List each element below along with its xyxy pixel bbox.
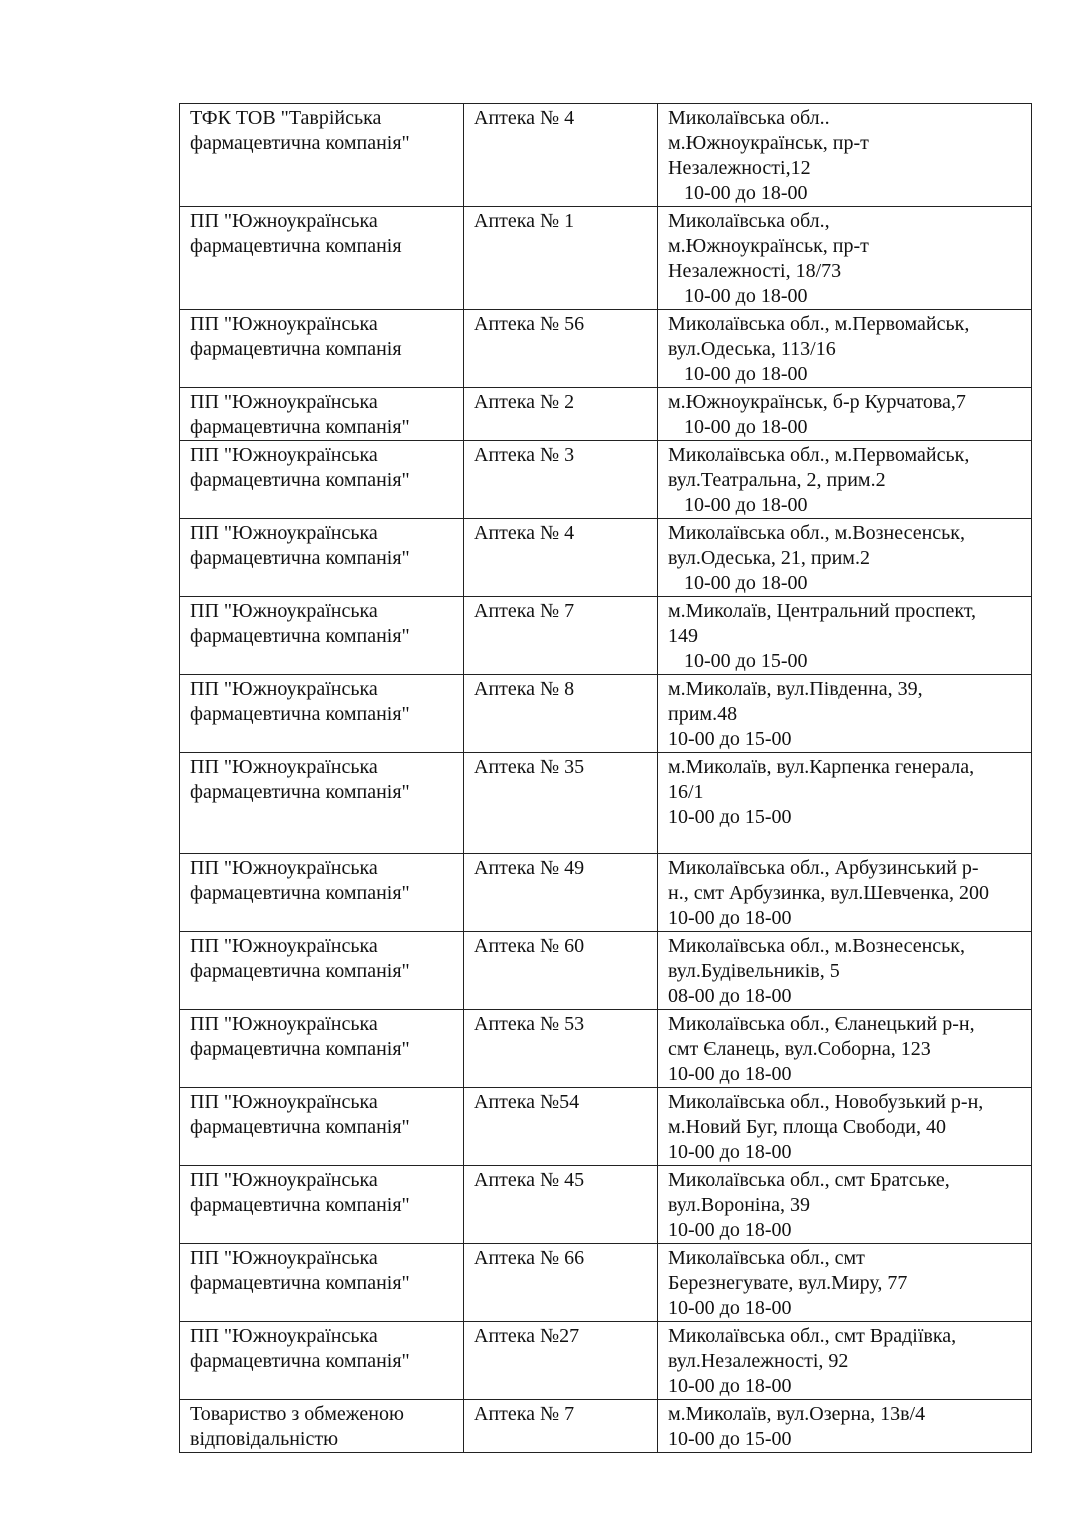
address-line: Миколаївська обл., м.Вознесенськ, xyxy=(668,935,966,957)
company-name-line: фармацевтична компанія" xyxy=(190,132,410,154)
table-row xyxy=(180,932,1032,1010)
pharmacy-number: Аптека № 7 xyxy=(474,1403,575,1425)
address-line: Миколаївська обл., Арбузинський р- xyxy=(668,857,979,879)
table-row xyxy=(180,1088,1032,1166)
address-cell xyxy=(658,932,1032,1010)
pharmacy-number: Аптека № 8 xyxy=(474,678,575,700)
opening-hours: 10-00 до 18-00 xyxy=(668,1219,792,1241)
opening-hours: 10-00 до 18-00 xyxy=(684,182,808,204)
pharmacy-number: Аптека № 2 xyxy=(474,391,575,413)
opening-hours: 10-00 до 18-00 xyxy=(668,1297,792,1319)
company-cell xyxy=(180,1010,464,1088)
address-cell xyxy=(658,207,1032,310)
pharmacy-table-body xyxy=(180,104,1032,1453)
company-cell xyxy=(180,854,464,932)
pharmacy-cell xyxy=(464,854,658,932)
address-cell xyxy=(658,675,1032,753)
company-name-line: ПП "Южноукраїнська xyxy=(190,1325,378,1347)
pharmacy-number: Аптека № 45 xyxy=(474,1169,585,1191)
opening-hours: 10-00 до 15-00 xyxy=(668,806,792,828)
company-cell xyxy=(180,1166,464,1244)
company-name-line: ПП "Южноукраїнська xyxy=(190,1013,378,1035)
company-cell xyxy=(180,753,464,854)
table-row xyxy=(180,441,1032,519)
table-row xyxy=(180,753,1032,854)
company-name-line: фармацевтична компанія" xyxy=(190,469,410,491)
company-name-line: ПП "Южноукраїнська xyxy=(190,1091,378,1113)
table-row xyxy=(180,597,1032,675)
company-name-line: фармацевтична компанія" xyxy=(190,1038,410,1060)
company-name-line: ПП "Южноукраїнська xyxy=(190,444,378,466)
company-cell xyxy=(180,932,464,1010)
address-cell xyxy=(658,1322,1032,1400)
pharmacy-cell xyxy=(464,207,658,310)
pharmacy-number: Аптека № 1 xyxy=(474,210,575,232)
pharmacy-cell xyxy=(464,1088,658,1166)
address-line: вул.Вороніна, 39 xyxy=(668,1194,811,1216)
pharmacy-cell xyxy=(464,388,658,441)
pharmacy-number: Аптека № 3 xyxy=(474,444,575,466)
table-row xyxy=(180,1010,1032,1088)
company-name-line: Товариство з обмеженою xyxy=(190,1403,404,1425)
address-cell xyxy=(658,519,1032,597)
opening-hours: 10-00 до 18-00 xyxy=(684,572,808,594)
address-cell xyxy=(658,1088,1032,1166)
address-line: 16/1 xyxy=(668,781,704,803)
pharmacy-number: Аптека № 35 xyxy=(474,756,585,778)
pharmacy-cell xyxy=(464,1322,658,1400)
address-line: м.Миколаїв, вул.Озерна, 13в/4 xyxy=(668,1403,926,1425)
company-name-line: ПП "Южноукраїнська xyxy=(190,313,378,335)
table-row xyxy=(180,310,1032,388)
company-cell xyxy=(180,1400,464,1453)
company-name-line: ПП "Южноукраїнська xyxy=(190,756,378,778)
pharmacy-number: Аптека № 49 xyxy=(474,857,585,879)
pharmacy-number: Аптека № 7 xyxy=(474,600,575,622)
company-name-line: фармацевтична компанія xyxy=(190,235,402,257)
address-cell xyxy=(658,104,1032,207)
company-name-line: фармацевтична компанія" xyxy=(190,1350,410,1372)
pharmacy-number: Аптека № 4 xyxy=(474,107,575,129)
company-name-line: фармацевтична компанія" xyxy=(190,703,410,725)
pharmacy-cell xyxy=(464,310,658,388)
opening-hours: 10-00 до 18-00 xyxy=(668,907,792,929)
address-cell xyxy=(658,310,1032,388)
pharmacy-number: Аптека №54 xyxy=(474,1091,580,1113)
company-cell xyxy=(180,207,464,310)
company-name-line: фармацевтична компанія" xyxy=(190,882,410,904)
address-cell xyxy=(658,1244,1032,1322)
pharmacy-cell xyxy=(464,597,658,675)
company-cell xyxy=(180,675,464,753)
address-line: Миколаївська обл., xyxy=(668,210,830,232)
table-row xyxy=(180,675,1032,753)
address-cell xyxy=(658,753,1032,854)
opening-hours: 10-00 до 18-00 xyxy=(684,285,808,307)
pharmacy-number: Аптека № 53 xyxy=(474,1013,585,1035)
address-line: вул.Одеська, 21, прим.2 xyxy=(668,547,870,569)
address-line: м.Миколаїв, вул.Південна, 39, xyxy=(668,678,923,700)
company-cell xyxy=(180,519,464,597)
address-line: м.Миколаїв, вул.Карпенка генерала, xyxy=(668,756,975,778)
company-name-line: ПП "Южноукраїнська xyxy=(190,391,378,413)
address-line: м.Новий Буг, площа Свободи, 40 xyxy=(668,1116,946,1138)
address-cell xyxy=(658,597,1032,675)
table-row xyxy=(180,104,1032,207)
company-name-line: ПП "Южноукраїнська xyxy=(190,210,378,232)
company-name-line: ПП "Южноукраїнська xyxy=(190,1247,378,1269)
company-cell xyxy=(180,1088,464,1166)
address-line: Миколаївська обл., м.Вознесенськ, xyxy=(668,522,966,544)
address-line: м.Миколаїв, Центральний проспект, xyxy=(668,600,977,622)
address-line: вул.Театральна, 2, прим.2 xyxy=(668,469,886,491)
company-name-line: фармацевтична компанія" xyxy=(190,416,410,438)
table-row xyxy=(180,519,1032,597)
company-name-line: фармацевтична компанія xyxy=(190,338,402,360)
pharmacy-number: Аптека № 4 xyxy=(474,522,575,544)
company-name-line: фармацевтична компанія" xyxy=(190,1116,410,1138)
company-name-line: ПП "Южноукраїнська xyxy=(190,600,378,622)
company-name-line: фармацевтична компанія" xyxy=(190,781,410,803)
company-cell xyxy=(180,1322,464,1400)
company-cell xyxy=(180,597,464,675)
opening-hours: 10-00 до 15-00 xyxy=(668,1428,792,1450)
opening-hours: 10-00 до 15-00 xyxy=(668,728,792,750)
table-row xyxy=(180,207,1032,310)
pharmacy-cell xyxy=(464,519,658,597)
company-name-line: ПП "Южноукраїнська xyxy=(190,935,378,957)
address-line: Миколаївська обл., м.Первомайськ, xyxy=(668,313,970,335)
table-row xyxy=(180,1322,1032,1400)
pharmacy-cell xyxy=(464,675,658,753)
pharmacy-number: Аптека № 66 xyxy=(474,1247,585,1269)
address-line: вул.Незалежності, 92 xyxy=(668,1350,849,1372)
company-name-line: ПП "Южноукраїнська xyxy=(190,857,378,879)
address-line: Незалежності, 18/73 xyxy=(668,260,842,282)
pharmacy-cell xyxy=(464,104,658,207)
address-cell xyxy=(658,441,1032,519)
pharmacy-number: Аптека №27 xyxy=(474,1325,580,1347)
company-cell xyxy=(180,441,464,519)
opening-hours: 10-00 до 18-00 xyxy=(668,1063,792,1085)
table-row xyxy=(180,388,1032,441)
company-name-line: фармацевтична компанія" xyxy=(190,625,410,647)
company-cell xyxy=(180,104,464,207)
pharmacy-table xyxy=(179,103,1032,1453)
address-line: вул.Одеська, 113/16 xyxy=(668,338,836,360)
address-cell xyxy=(658,1400,1032,1453)
address-line: Миколаївська обл., м.Первомайськ, xyxy=(668,444,970,466)
address-line: м.Южноукраїнськ, пр-т xyxy=(668,235,869,257)
company-name-line: ПП "Южноукраїнська xyxy=(190,522,378,544)
opening-hours: 10-00 до 18-00 xyxy=(668,1141,792,1163)
pharmacy-cell xyxy=(464,441,658,519)
company-name-line: фармацевтична компанія" xyxy=(190,1272,410,1294)
company-name-line: ТФК ТОВ "Таврійська xyxy=(190,107,382,129)
opening-hours: 10-00 до 18-00 xyxy=(684,416,808,438)
company-name-line: фармацевтична компанія" xyxy=(190,1194,410,1216)
address-line: Миколаївська обл., Єланецький р-н, xyxy=(668,1013,975,1035)
pharmacy-cell xyxy=(464,1010,658,1088)
pharmacy-cell xyxy=(464,753,658,854)
address-line: Миколаївська обл., смт Братське, xyxy=(668,1169,950,1191)
address-line: Миколаївська обл., смт xyxy=(668,1247,865,1269)
table-row xyxy=(180,1400,1032,1453)
address-line: смт Єланець, вул.Соборна, 123 xyxy=(668,1038,931,1060)
address-cell xyxy=(658,1166,1032,1244)
address-line: Миколаївська обл., Новобузький р-н, xyxy=(668,1091,984,1113)
address-cell xyxy=(658,854,1032,932)
company-name-line: ПП "Южноукраїнська xyxy=(190,678,378,700)
address-line: вул.Будівельників, 5 xyxy=(668,960,840,982)
company-cell xyxy=(180,310,464,388)
address-line: Миколаївська обл., смт Врадіївка, xyxy=(668,1325,957,1347)
pharmacy-cell xyxy=(464,1166,658,1244)
address-line: Березнегувате, вул.Миру, 77 xyxy=(668,1272,908,1294)
address-line: 149 xyxy=(668,625,698,647)
address-line: Незалежності,12 xyxy=(668,157,811,179)
pharmacy-number: Аптека № 56 xyxy=(474,313,585,335)
address-line: прим.48 xyxy=(668,703,738,725)
address-cell xyxy=(658,388,1032,441)
opening-hours: 10-00 до 18-00 xyxy=(668,1375,792,1397)
company-name-line: фармацевтична компанія" xyxy=(190,547,410,569)
address-cell xyxy=(658,1010,1032,1088)
company-name-line: відповідальністю xyxy=(190,1428,339,1450)
company-cell xyxy=(180,388,464,441)
address-line: м.Южноукраїнськ, б-р Курчатова,7 xyxy=(668,391,966,413)
pharmacy-cell xyxy=(464,932,658,1010)
pharmacy-number: Аптека № 60 xyxy=(474,935,585,957)
company-name-line: ПП "Южноукраїнська xyxy=(190,1169,378,1191)
company-name-line: фармацевтична компанія" xyxy=(190,960,410,982)
table-row xyxy=(180,1166,1032,1244)
table-row xyxy=(180,854,1032,932)
pharmacy-cell xyxy=(464,1400,658,1453)
opening-hours: 10-00 до 15-00 xyxy=(684,650,808,672)
pharmacy-cell xyxy=(464,1244,658,1322)
opening-hours: 08-00 до 18-00 xyxy=(668,985,792,1007)
company-cell xyxy=(180,1244,464,1322)
opening-hours: 10-00 до 18-00 xyxy=(684,363,808,385)
address-line: м.Южноукраїнськ, пр-т xyxy=(668,132,869,154)
table-row xyxy=(180,1244,1032,1322)
address-line: Миколаївська обл.. xyxy=(668,107,830,129)
opening-hours: 10-00 до 18-00 xyxy=(684,494,808,516)
address-line: н., смт Арбузинка, вул.Шевченка, 200 xyxy=(668,882,989,904)
